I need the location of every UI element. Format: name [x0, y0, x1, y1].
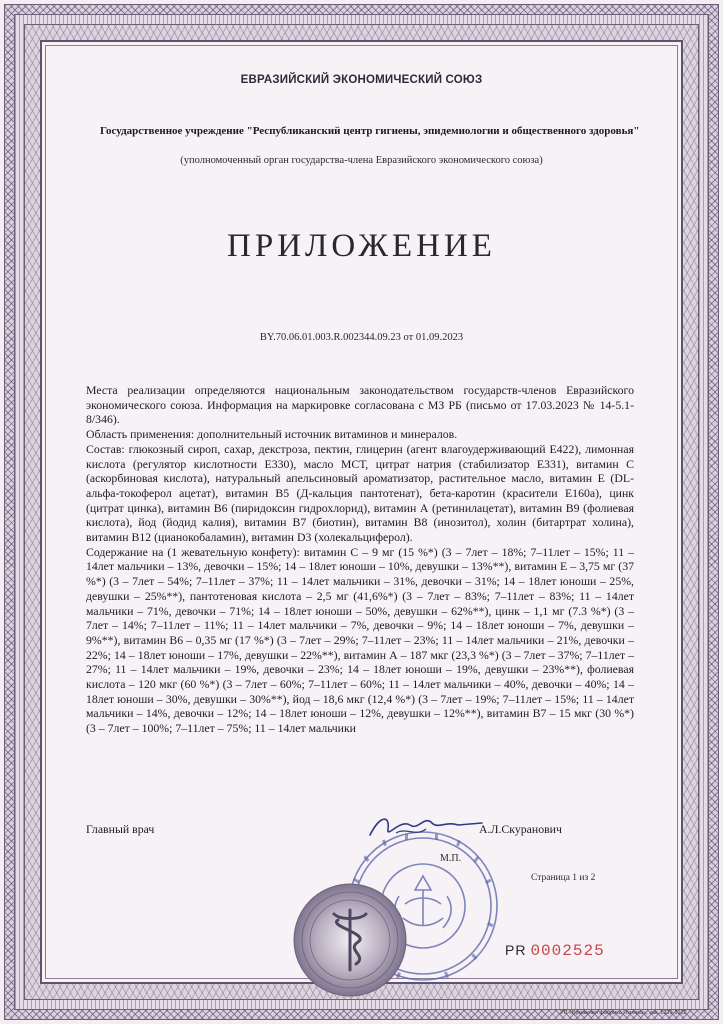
- paragraph-content: Содержание на (1 жевательную конфету): витамин С – 9 мг (15 %*) (3 – 7лет – 18%; 7–11лет – 15%; 11 – 14лет мальчики – 13%, девочки – 15%; 14 – 18лет юноши – 10%, девушки – 13%**), витамин Е – 3,75 мг (37 %*) (3 – 7лет – 54%; 7–11лет – 37%; 11 – 14лет мальчики – 31%, девочки – 31%; 14 – 18лет юноши – 25%, девушки – 25%**), пантотеновая кислота – 2,5 мг (41,6%*) (3 – 7лет – 83%; 7–11лет – 83%; 11 – 14лет мальчики – 71%, девочки – 71%; 14 – 18лет юноши – 50%, девушки – 62%**), цинк – 1,1 мг (7.3 %*) (3 – 7лет – 14%; 7–11лет – 11%; 11 – 14лет мальчики – 7%, девочки – 9%; 14 – 18лет юноши – 7%, девушки – 9%**), витамин В6 – 0,35 мг (17 %*) (3 – 7лет – 29%; 7–11лет – 23%; 11 – 14лет мальчики – 21%, девочки – 22%; 14 – 18лет юноши – 17%, девушки – 22%**), витамин А – 187 мкг (23,3 %*) (3 – 7лет – 37%; 7–11лет – 27%; 11 – 14лет мальчики – 19%, девочки – 23%; 14 – 18лет юноши – 19%, девушки – 23%**), фолиевая кислота – 120 мкг (60 %*) (3 – 7лет – 60%; 7–11лет – 60%; 11 – 14лет мальчики – 40%, девочки – 40%; 14 – 18лет юноши – 30%, девушки – 30%**), йод – 18,6 мкг (12,4 %*) (3 – 7лет – 19%; 7–11лет – 15%; 11 – 14лет мальчики – 14%, девочки – 12%; 14 – 18лет юноши – 12%, девушки – 12%**), витамин В7 – 15 мкг (30 %*) (3 – 7лет – 100%; 7–11лет – 75%; 11 – 14лет мальчики: [86, 544, 634, 736]
- authorized-body-note: (уполномоченный орган государства-члена Евразийского экономического союза): [180, 155, 543, 166]
- printer-imprint: УП «Бумажная фабрика Гознака», зак. 1339-1022: [560, 1010, 687, 1016]
- hologram-emblem-icon: [290, 880, 410, 1000]
- paragraph-composition: Состав: глюкозный сироп, сахар, декстроза, пектин, глицерин (агент влагоудерживающий Е422), лимонная кислота (регулятор кислотности Е330), масло МСТ, цитрат натрия (стабилизатор Е331), витамин С (аскорбиновая кислота), натуральный апельсиновый ароматизатор, растительное масло, витамин Е (DL-альфа-токоферол ацетат), витамин В5 (Д-кальция пантотенат), бета-каротин (красители Е160а), цинк (цитрат цинка), витамин В6 (пиридоксин гидрохлорид), витамин А (ретинилацетат), витамин В9 (фолиевая кислота), йод (йодид калия), витамин В7 (биотин), витамин В8 (инозитол), холин (битартрат холина), витамин В12 (цианокобаламин), витамин D3 (холекальциферол).: [86, 441, 634, 545]
- handwritten-signature: [366, 811, 486, 843]
- signature-row: [86, 819, 634, 835]
- stamp-place-mark: М.П.: [440, 853, 462, 864]
- registration-number: BY.70.06.01.003.R.002344.09.23 от 01.09.2023: [259, 332, 464, 343]
- document-title: ПРИЛОЖЕНИЕ: [227, 228, 496, 264]
- serial-number: [505, 942, 605, 960]
- signature-label: Главный врач: [86, 822, 155, 836]
- body-text: [86, 383, 634, 736]
- paragraph-sales-places: Места реализации определяются национальным законодательством государств-членов Евразийского экономического союза. Информация на маркировке согласована с МЗ РБ (письмо от 17.03.2023 № 14-5.1-8/346).: [86, 383, 634, 427]
- signatory-name: А.Л.Скуранович: [479, 822, 562, 836]
- union-heading: ЕВРАЗИЙСКИЙ ЭКОНОМИЧЕСКИЙ СОЮЗ: [240, 74, 483, 86]
- serial-prefix: PR: [505, 942, 527, 958]
- paragraph-application: Область применения: дополнительный источник витаминов и минералов.: [86, 427, 458, 442]
- institution-name: Государственное учреждение "Республиканский центр гигиены, эпидемиологии и общественного здоровья": [100, 125, 640, 137]
- page-number: Страница 1 из 2: [531, 873, 596, 883]
- serial-digits: 0002525: [530, 942, 605, 960]
